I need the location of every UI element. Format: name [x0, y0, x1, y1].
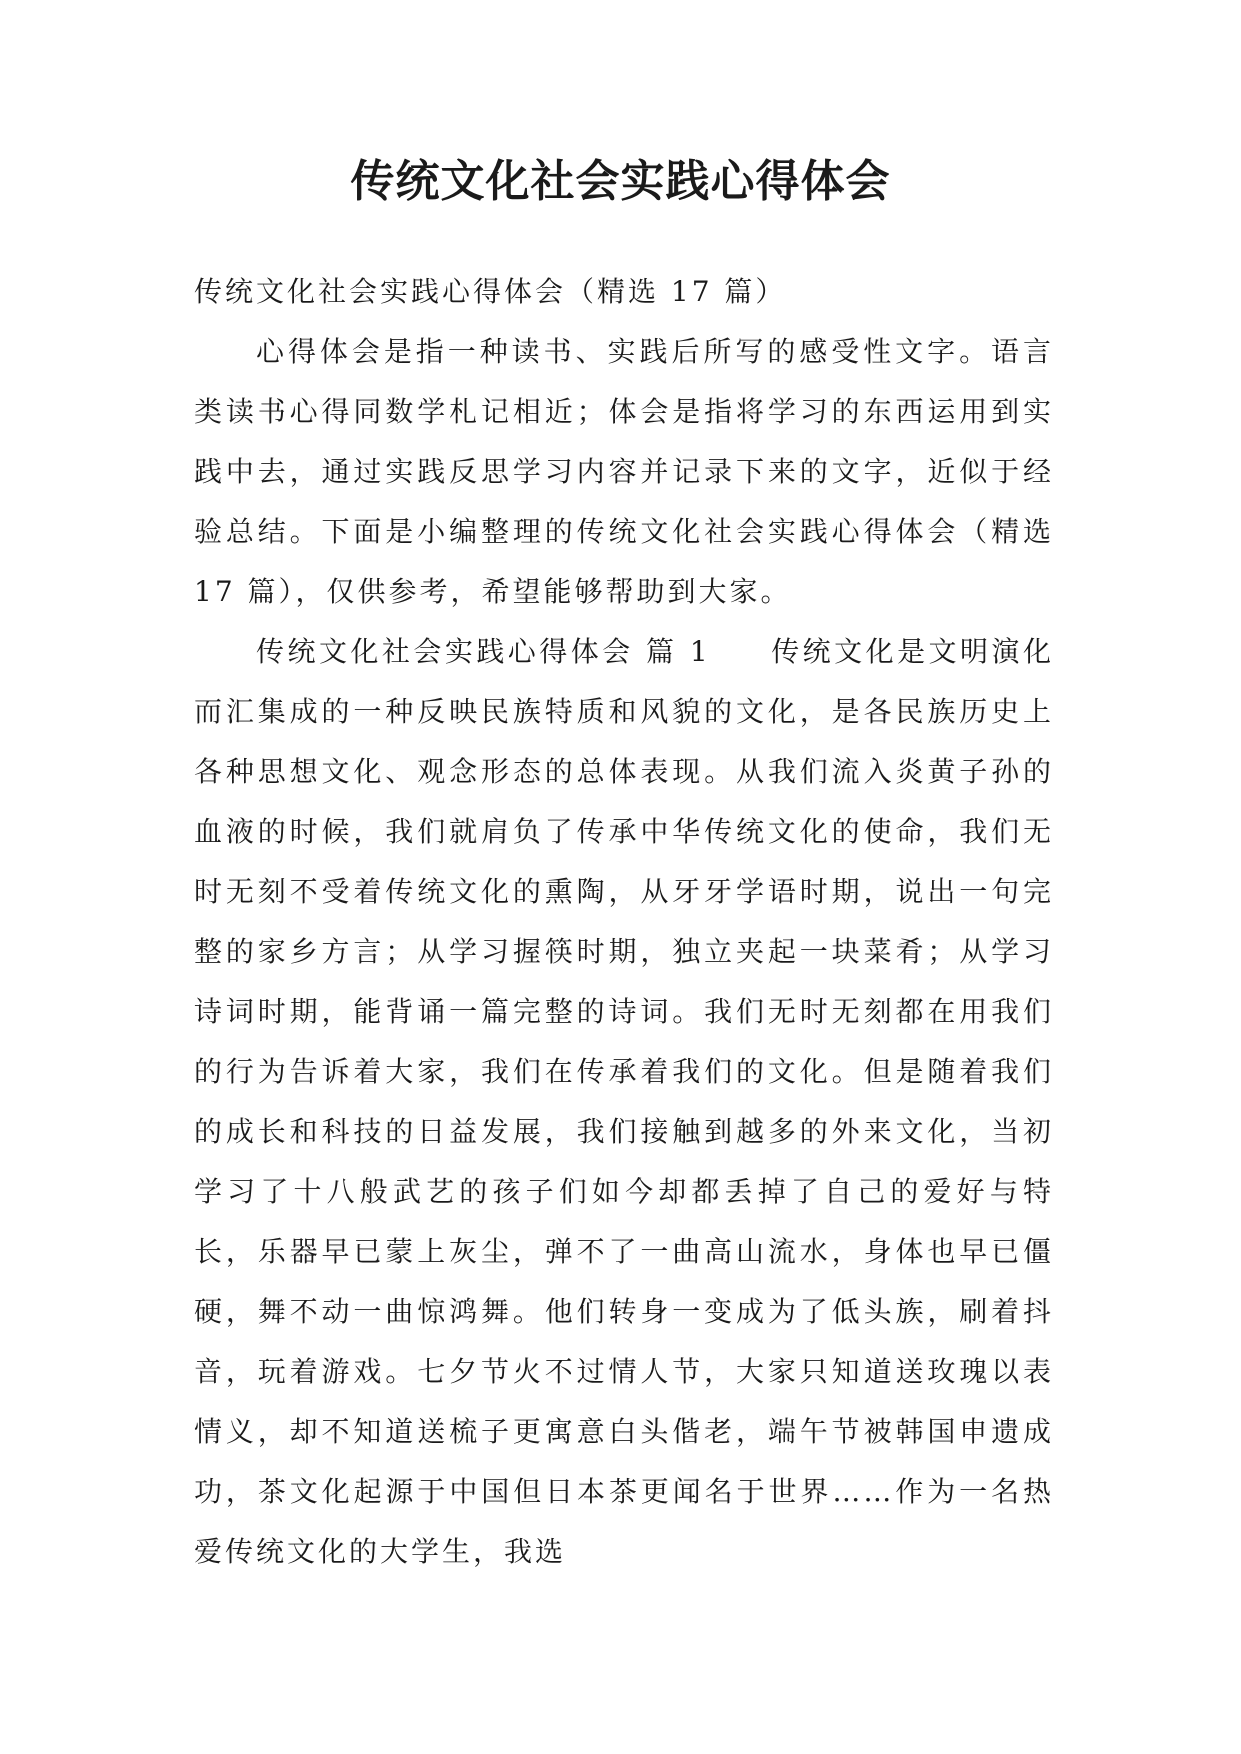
intro-paragraph: 心得体会是指一种读书、实践后所写的感受性文字。语言类读书心得同数学札记相近；体会是指将学习的东西运用到实践中去，通过实践反思学习内容并记录下来的文字，近似于经验总结。下面是小编整理的传统文化社会实践心得体会（精选 17 篇），仅供参考，希望能够帮助到大家。 — [194, 335, 1054, 608]
document-subtitle: 传统文化社会实践心得体会（精选 17 篇） — [194, 275, 787, 308]
section-1-body: 传统文化是文明演化而汇集成的一种反映民族特质和风貌的文化，是各民族历史上各种思想文化、观念形态的总体表现。从我们流入炎黄子孙的血液的时候，我们就肩负了传承中华传统文化的使命，我们无时无刻不受着传统文化的熏陶，从牙牙学语时期，说出一句完整的家乡方言；从学习握筷时期，独立夹起一块菜肴；从学习诗词时期，能背诵一篇完整的诗词。我们无时无刻都在用我们的行为告诉着大家，我们在传承着我们的文化。但是随着我们的成长和科技的日益发展，我们接触到越多的外来文化，当初学习了十八般武艺的孩子们如今却都丢掉了自己的爱好与特长，乐器早已蒙上灰尘，弹不了一曲高山流水，身体也早已僵硬，舞不动一曲惊鸿舞。他们转身一变成为了低头族，刷着抖音，玩着游戏。七夕节火不过情人节，大家只知道送玫瑰以表情义，却不知道送梳子更寓意白头偕老，端午节被韩国申遗成功，茶文化起源于中国但日本茶更闻名于世界……作为一名热爱传统文化的大学生，我选 — [194, 635, 1054, 1568]
section-1-heading: 传统文化社会实践心得体会 篇 1 — [256, 635, 711, 668]
document-title: 传统文化社会实践心得体会 — [350, 156, 891, 207]
document-body — [194, 262, 1054, 1582]
section-1-paragraph — [194, 622, 1054, 1582]
